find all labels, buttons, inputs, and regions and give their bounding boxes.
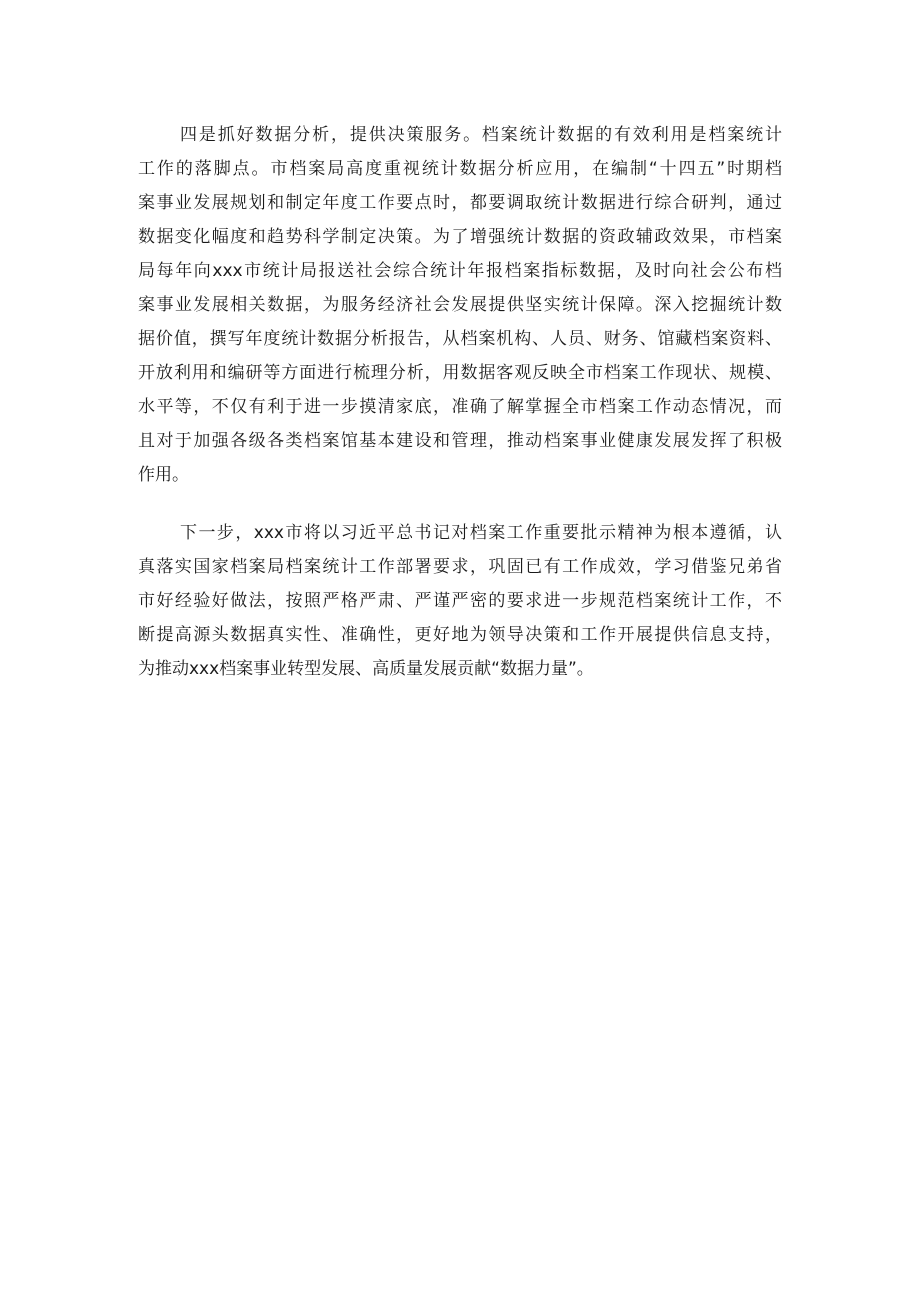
paragraph-line: 下一步，xxx市将以习近平总书记对档案工作重要批示精神为根本遵循，认 bbox=[180, 523, 782, 543]
paragraph-line: 四是抓好数据分析，提供决策服务。档案统计数据的有效利用是档案统计 bbox=[180, 125, 782, 145]
paragraph-line: 断提高源头数据真实性、准确性，更好地为领导决策和工作开展提供信息支持， bbox=[138, 625, 782, 645]
paragraph-line: 且对于加强各级各类档案馆基本建设和管理，推动档案事业健康发展发挥了积极 bbox=[138, 431, 782, 451]
paragraph-line: 水平等，不仅有利于进一步摸清家底，准确了解掌握全市档案工作动态情况，而 bbox=[138, 397, 782, 417]
document-body bbox=[138, 118, 782, 686]
paragraph-line: 开放利用和编研等方面进行梳理分析，用数据客观反映全市档案工作现状、规模、 bbox=[138, 363, 782, 383]
paragraph-line: 数据变化幅度和趋势科学制定决策。为了增强统计数据的资政辅政效果，市档案 bbox=[138, 227, 782, 247]
paragraph-line: 据价值，撰写年度统计数据分析报告，从档案机构、人员、财务、馆藏档案资料、 bbox=[138, 329, 782, 349]
paragraph-line: 真落实国家档案局档案统计工作部署要求，巩固已有工作成效，学习借鉴兄弟省 bbox=[138, 557, 782, 577]
paragraph-1 bbox=[138, 118, 782, 492]
paragraph-spacer bbox=[138, 492, 782, 516]
paragraph-line: 工作的落脚点。市档案局高度重视统计数据分析应用，在编制“十四五”时期档 bbox=[138, 159, 782, 179]
paragraph-line: 案事业发展相关数据，为服务经济社会发展提供坚实统计保障。深入挖掘统计数 bbox=[138, 295, 782, 315]
paragraph-line: 市好经验好做法，按照严格严肃、严谨严密的要求进一步规范档案统计工作，不 bbox=[138, 591, 782, 611]
paragraph-2 bbox=[138, 516, 782, 686]
paragraph-line: 为推动xxx档案事业转型发展、高质量发展贡献“数据力量”。 bbox=[138, 659, 594, 679]
paragraph-line: 作用。 bbox=[138, 465, 189, 485]
paragraph-line: 局每年向xxx市统计局报送社会综合统计年报档案指标数据，及时向社会公布档 bbox=[138, 261, 782, 281]
paragraph-line: 案事业发展规划和制定年度工作要点时，都要调取统计数据进行综合研判，通过 bbox=[138, 193, 782, 213]
